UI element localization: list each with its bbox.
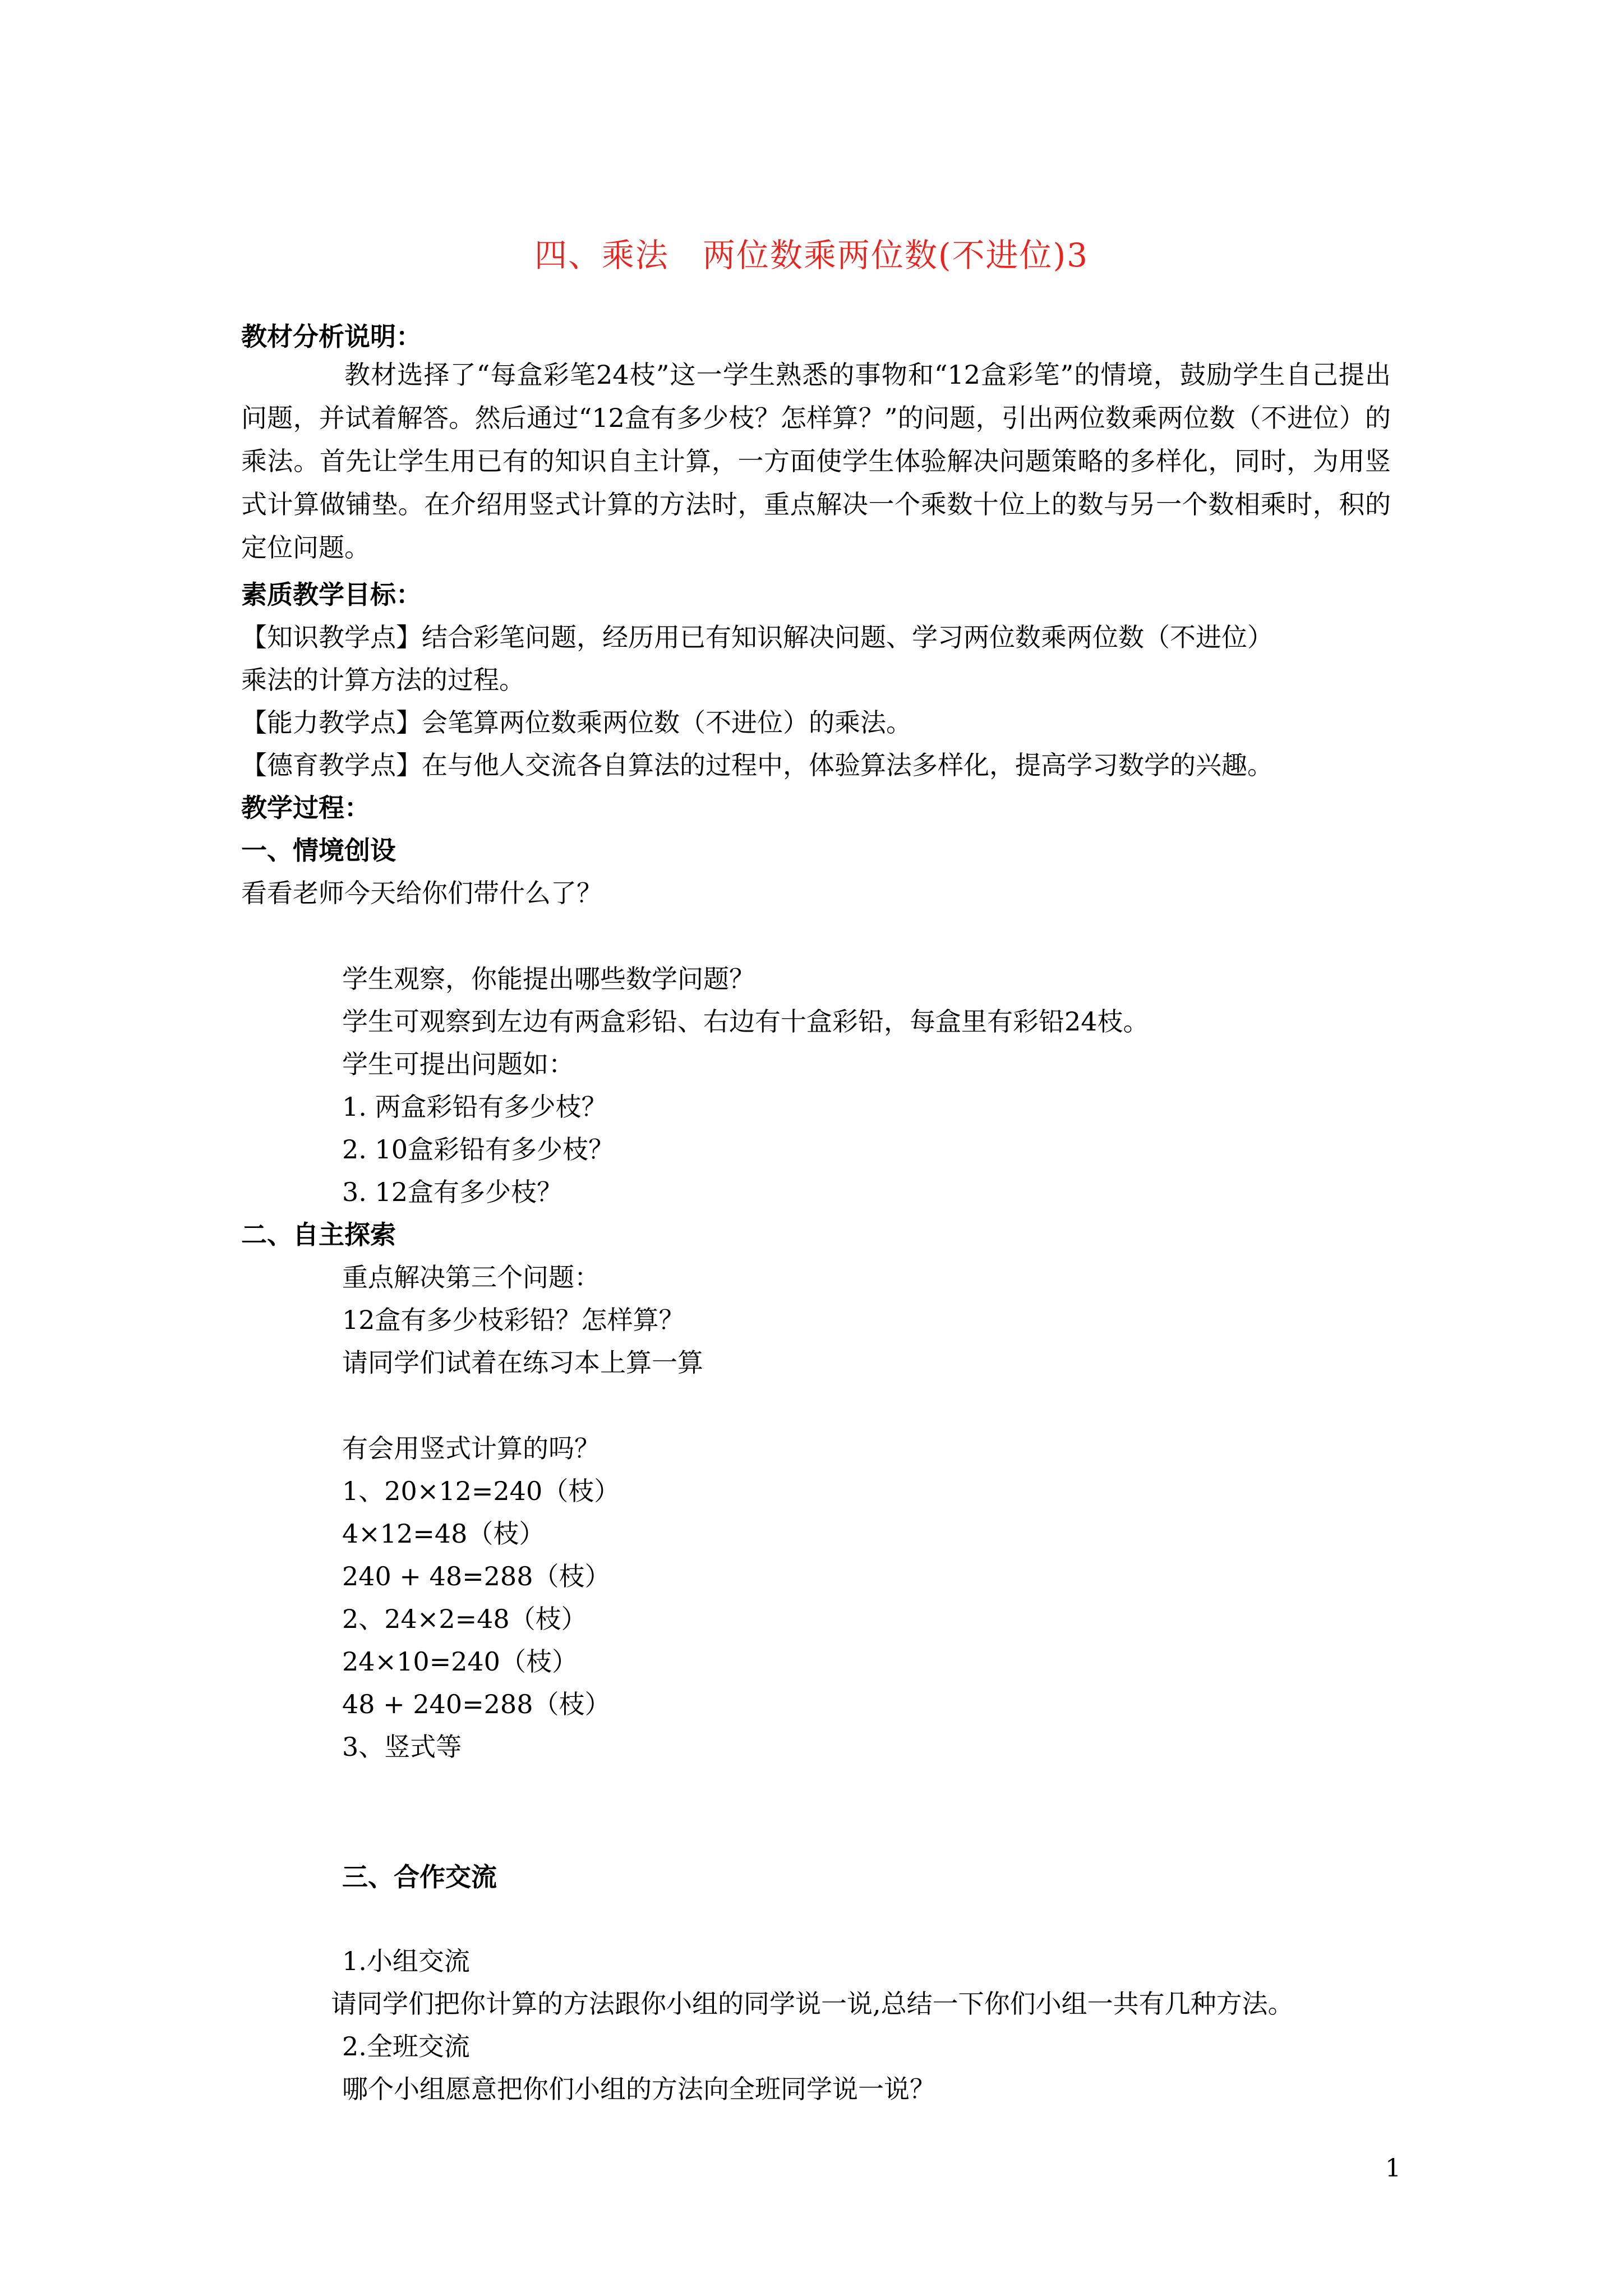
section1-intro: 看看老师今天给你们带什么了？ <box>241 878 602 908</box>
method2-step2: 24×10=240（枝） <box>342 1646 578 1677</box>
main-question: 12盒有多少枝彩铅？怎样算？ <box>342 1305 685 1335</box>
method1-step1: 1、20×12=240（枝） <box>342 1476 620 1506</box>
question-3: 3. 12盒有多少枝？ <box>342 1177 563 1207</box>
vertical-question: 有会用竖式计算的吗？ <box>342 1433 600 1464</box>
method1-step3: 240 + 48=288（枝） <box>342 1561 611 1591</box>
observe-detail: 学生可观察到左边有两盒彩铅、右边有十盒彩铅，每盒里有彩铅24枝。 <box>342 1006 1149 1037</box>
class-exchange-text: 哪个小组愿意把你们小组的方法向全班同学说一说？ <box>342 2074 935 2104</box>
question-1: 1. 两盒彩铅有多少枝？ <box>342 1092 607 1122</box>
section3-heading: 三、合作交流 <box>342 1862 497 1892</box>
knowledge-goal-line1: 【知识教学点】结合彩笔问题，经历用已有知识解决问题、学习两位数乘两位数（不进位） <box>241 622 1273 652</box>
observe-prompt: 学生观察，你能提出哪些数学问题？ <box>342 964 755 994</box>
class-exchange: 2.全班交流 <box>342 2031 470 2062</box>
process-heading: 教学过程： <box>241 793 370 823</box>
method3: 3、竖式等 <box>342 1732 462 1762</box>
analysis-heading: 教材分析说明： <box>241 321 422 352</box>
section1-heading: 一、情境创设 <box>241 835 396 866</box>
try-text: 请同学们试着在练习本上算一算 <box>342 1347 703 1378</box>
group-exchange-text: 请同学们把你计算的方法跟你小组的同学说一说,总结一下你们小组一共有几种方法。 <box>331 1989 1294 2019</box>
knowledge-goal-line2: 乘法的计算方法的过程。 <box>241 665 525 695</box>
section2-heading: 二、自主探索 <box>241 1220 396 1250</box>
page-number: 1 <box>1385 2154 1401 2183</box>
method1-step2: 4×12=48（枝） <box>342 1519 545 1549</box>
ability-goal: 【能力教学点】会笔算两位数乘两位数（不进位）的乘法。 <box>241 707 912 738</box>
group-exchange: 1.小组交流 <box>342 1946 470 1976</box>
question-2: 2. 10盒彩铅有多少枝？ <box>342 1134 615 1165</box>
page-title: 四、乘法 两位数乘两位数(不进位)3 <box>534 236 1089 274</box>
method2-step1: 2、24×2=48（枝） <box>342 1604 587 1634</box>
moral-goal: 【德育教学点】在与他人交流各自算法的过程中，体验算法多样化，提高学习数学的兴趣。 <box>241 750 1273 780</box>
focus-text: 重点解决第三个问题： <box>342 1262 600 1292</box>
method2-step3: 48 + 240=288（枝） <box>342 1689 611 1719</box>
goals-heading: 素质教学目标： <box>241 579 422 610</box>
analysis-paragraph: 教材选择了“每盒彩笔24枝”这一学生熟悉的事物和“12盒彩笔”的情境，鼓励学生自己提出问题，并试着解答。然后通过“12盒有多少枝？怎样算？”的问题，引出两位数乘两位数（不进位）的乘法。首先让学生用已有的知识自主计算，一方面使学生体验解决问题策略的多样化，同时，为用竖式计算做铺垫。在介绍用竖式计算的方法时，重点解决一个乘数十位上的数与另一个数相乘时，积的定位问题。 <box>241 360 1391 563</box>
ask-intro: 学生可提出问题如： <box>342 1049 574 1079</box>
